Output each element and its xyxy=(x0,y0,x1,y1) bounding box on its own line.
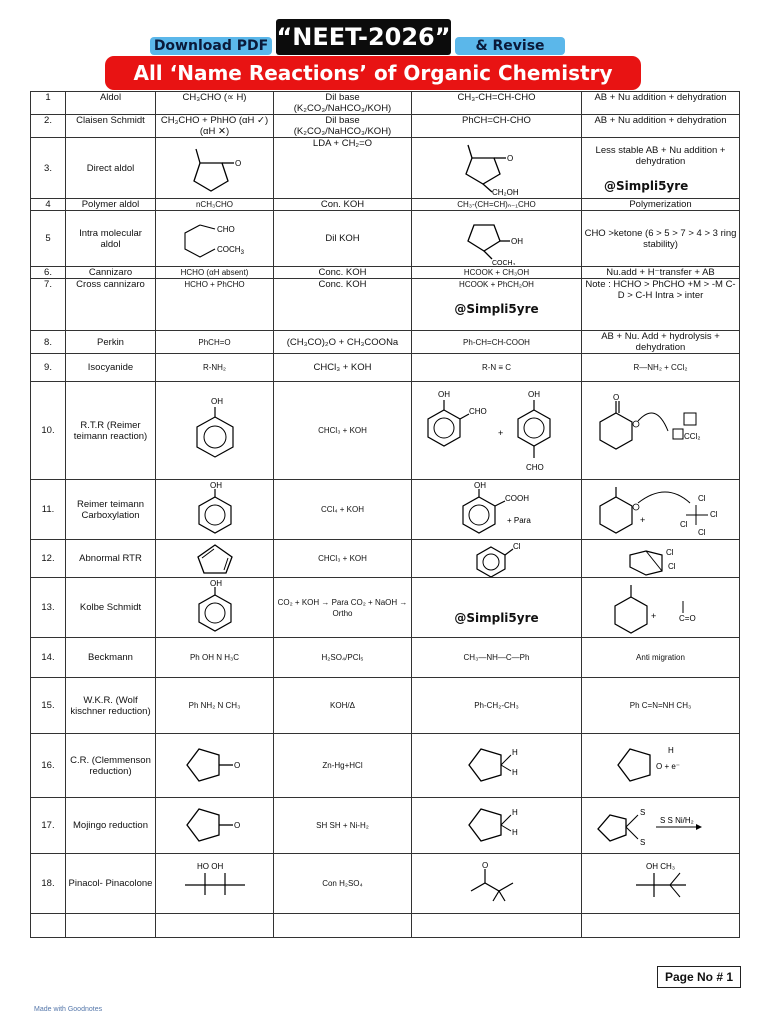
goodnotes-credit: Made with Goodnotes xyxy=(34,1006,103,1013)
svg-text:OH: OH xyxy=(209,578,222,588)
table-row xyxy=(31,914,740,938)
svg-text:CHO: CHO xyxy=(216,224,235,234)
svg-text:Cl: Cl xyxy=(665,547,674,557)
svg-text:OH: OH xyxy=(510,236,523,246)
svg-text:CHO: CHO xyxy=(469,406,487,416)
svg-text:+: + xyxy=(639,514,645,525)
svg-text:H: H xyxy=(511,807,518,817)
svg-text:H: H xyxy=(511,827,518,837)
cyclopentane-structure xyxy=(457,801,537,851)
table-row: 10. R.T.R (Reimer teimann reaction) OH CHCl₃ + KOH OH CHO + OH CHO O CCl₂ xyxy=(31,382,740,480)
pinacolone-structure xyxy=(457,859,537,909)
page-title: All ‘Name Reactions’ of Organic Chemistry xyxy=(105,56,641,90)
download-pdf-label[interactable]: Download PDF xyxy=(150,37,272,55)
table-row: 9. Isocyanide R-NH₂ CHCl₃ + KOH R-N ≡ C R—NH₂ + CCl₂ xyxy=(31,354,740,382)
dienone-carbanion-structure xyxy=(586,391,736,471)
svg-text:O + e⁻: O + e⁻ xyxy=(655,761,680,771)
table-row: 15. W.K.R. (Wolf kischner reduction) Ph NH₂ N CH₃ KOH/Δ Ph-CH₂-CH₃ Ph C=N=NH CH₃ xyxy=(31,678,740,734)
dienone-ccl4-structure xyxy=(586,481,736,539)
watermark: @Simpli5yre xyxy=(454,302,539,316)
methylcyclopentanone-structure xyxy=(180,141,250,195)
cyclic-aldol-product-structure xyxy=(452,213,542,265)
table-row: 18. Pinacol- Pinacolone HO OH Con H₂SO₄ O OH CH₃ xyxy=(31,854,740,914)
svg-text:CHO: CHO xyxy=(526,462,544,472)
reactions-table xyxy=(30,91,740,938)
svg-text:OH: OH xyxy=(528,389,540,399)
svg-text:O: O xyxy=(233,820,240,830)
svg-text:HO OH: HO OH xyxy=(196,861,223,871)
svg-text:C=O: C=O xyxy=(678,613,696,623)
svg-text:OH: OH xyxy=(209,480,222,490)
svg-text:Cl: Cl xyxy=(667,561,676,571)
svg-text:Cl: Cl xyxy=(697,493,706,503)
svg-text:COCH3: $COCH_3$ xyxy=(216,244,244,256)
svg-text:OH: OH xyxy=(473,480,486,490)
salicylaldehyde-structures xyxy=(414,386,579,476)
phenoxide-co2-structure xyxy=(601,579,721,637)
revise-label: & Revise xyxy=(455,37,565,55)
dichlorocarbene-adduct-structure xyxy=(616,541,706,577)
table-row: 11. Reimer teimann Carboxylation OH CCl₄ + KOH OH COOH + Para + Cl Cl Cl Cl xyxy=(31,480,740,540)
table-row: 13. Kolbe Schmidt OH CO₂ + KOH → Para CO₂ + NaOH → Ortho @Simpli5yre + C=O xyxy=(31,578,740,638)
table-row: 4 Polymer aldol nCH₃CHO Con. KOH CH₃-(CH=CH)ₙ₋₁CHO Polymerization xyxy=(31,199,740,211)
svg-text:O: O xyxy=(506,154,513,163)
svg-text:H: H xyxy=(667,745,674,755)
table-row: 1 Aldol CH₃CHO (∝ H) Dil base (K₂CO₃/NaHCO₃/KOH) CH₃-CH=CH-CHO AB + Nu addition + dehydration xyxy=(31,92,740,115)
cyclopentane-structure xyxy=(457,741,537,791)
watermark: @Simpli5yre xyxy=(454,611,539,625)
salicylic-acid-structure xyxy=(437,481,557,539)
svg-text:Cl: Cl xyxy=(697,527,706,537)
svg-text:S S Ni/H₂: S S Ni/H₂ xyxy=(659,815,694,825)
clemmensen-mechanism-structure xyxy=(606,741,716,791)
table-row: 12. Abnormal RTR CHCl₃ + KOH Cl Cl Cl xyxy=(31,540,740,578)
pinacol-structure xyxy=(175,859,255,909)
svg-text:+: + xyxy=(650,610,656,621)
keto-aldehyde-structure xyxy=(170,215,260,263)
svg-text:OH: OH xyxy=(210,396,223,406)
table-row: 6. Cannizaro HCHO (αH absent) Conc. KOH HCOOK + CH₃OH Nu.add + H⁻transfer + AB xyxy=(31,267,740,279)
neet-title: “NEET-2026” xyxy=(276,19,451,55)
table-row: 8. Perkin PhCH=O (CH₃CO)₂O + CH₃COONa Ph-CH=CH-COOH AB + Nu. Add + hydrolysis + dehydration xyxy=(31,331,740,354)
watermark: @Simpli5yre xyxy=(604,178,689,193)
svg-text:Cl: Cl xyxy=(709,509,718,519)
svg-text:O: O xyxy=(233,760,240,770)
table-row: 3. Direct aldol O LDA + CH₂=O O CH₂OH Less stable AB + Nu addition + dehydration @Simpli5yre xyxy=(31,138,740,199)
svg-text:O: O xyxy=(481,860,488,870)
hydroxymethyl-ketone-structure xyxy=(452,140,542,196)
svg-text:Cl: Cl xyxy=(679,519,688,529)
table-row: 16. C.R. (Clemmenson reduction) O Zn-Hg+HCl H H O + e⁻ H xyxy=(31,734,740,798)
svg-text:COOH: COOH xyxy=(504,493,529,503)
phenol-structure xyxy=(185,481,245,539)
svg-text:OH CH₃: OH CH₃ xyxy=(645,861,675,871)
table-row: 2. Claisen Schmidt CH₃CHO + PhHO (αH ✓) (αH ✕) Dil base (K₂CO₃/NaHCO₃/KOH) PhCH=CH-CHO AB + Nu addition + dehydration xyxy=(31,115,740,138)
svg-text:H: H xyxy=(511,747,518,757)
page-number: Page No # 1 xyxy=(657,966,741,988)
svg-text:O: O xyxy=(612,392,619,402)
svg-text:S: S xyxy=(639,807,645,817)
svg-text:Cl: Cl xyxy=(512,541,521,551)
svg-text:CCl₂: CCl₂ xyxy=(683,431,700,441)
table-row: 17. Mojingo reduction O SH SH + Ni-H₂ H H S S S S Ni/H₂ xyxy=(31,798,740,854)
svg-text:+ Para: + Para xyxy=(506,515,531,525)
thioacetal-structure xyxy=(586,801,736,851)
svg-text:H: H xyxy=(511,767,518,777)
cyclopentanone-structure xyxy=(175,741,255,791)
svg-text:+: + xyxy=(498,427,504,438)
cyclopentadiene-structure xyxy=(190,541,240,577)
svg-text:O: O xyxy=(234,159,241,168)
table-row: 5 Intra molecular aldol CHO $COCH_3$ Dil KOH OH COCH₃ CHO >ketone (6 > 5 > 7 > 4 > 3 ring stability) xyxy=(31,211,740,267)
svg-text:CH₂OH: CH₂OH xyxy=(491,188,519,196)
table-row: 7. Cross cannizaro HCHO + PhCHO Conc. KOH HCOOK + PhCH₂OH @Simpli5yre Note : HCHO > PhCHO +M > -M C-D > C-H Intra > inter xyxy=(31,279,740,331)
phenol-structure xyxy=(185,391,245,471)
svg-text:COCH₃: COCH₃ xyxy=(491,259,515,265)
svg-text:OH: OH xyxy=(438,389,450,399)
svg-text:S: S xyxy=(639,837,645,847)
chlorobenzene-structure xyxy=(457,541,537,577)
cyclopentanone-structure xyxy=(175,801,255,851)
header xyxy=(0,0,768,90)
table-row: 14. Beckmann Ph OH N H₃C H₂SO₄/PCl₅ CH₃—NH—C—Ph Anti migration xyxy=(31,638,740,678)
phenol-structure xyxy=(185,579,245,637)
carbocation-structure xyxy=(616,859,706,909)
